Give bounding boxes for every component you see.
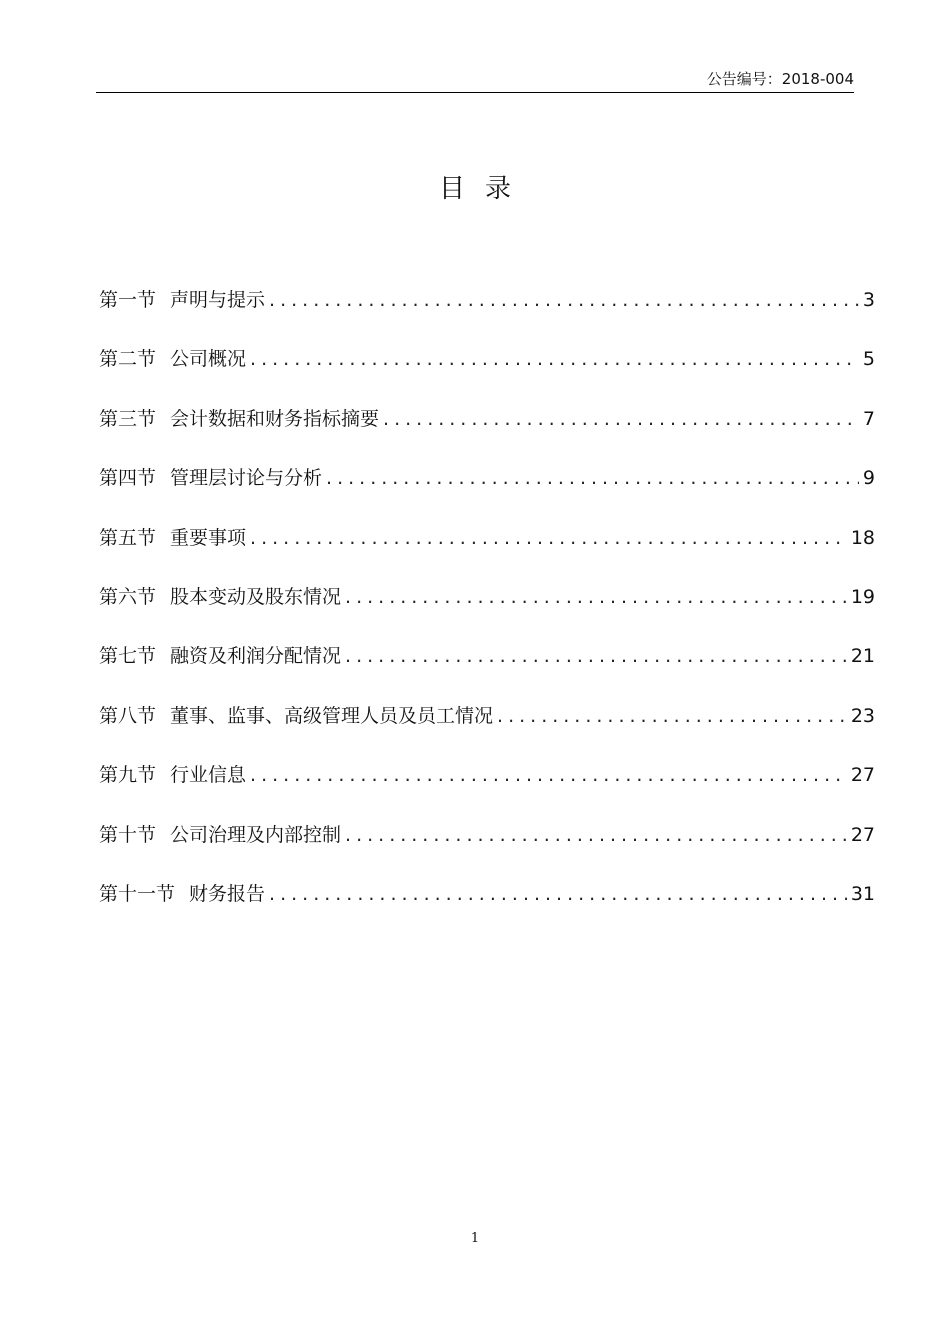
toc-section-number: 第九节 bbox=[99, 764, 157, 787]
announcement-number: 公告编号：2018-004 bbox=[706, 70, 854, 88]
toc-section-title: 公司概况 bbox=[170, 348, 247, 371]
toc-section-title: 股本变动及股东情况 bbox=[170, 585, 342, 608]
toc-page-number: 27 bbox=[850, 823, 875, 846]
toc-page-number: 3 bbox=[862, 289, 875, 311]
toc-section-number: 第十一节 bbox=[99, 882, 176, 905]
toc-section-number: 第一节 bbox=[99, 289, 157, 311]
toc-page-number: 18 bbox=[850, 526, 875, 549]
toc-section-number: 第七节 bbox=[99, 645, 157, 668]
toc-section-title: 管理层讨论与分析 bbox=[170, 467, 323, 490]
toc-item[interactable] bbox=[99, 523, 875, 582]
page-title: 目录 bbox=[438, 174, 531, 204]
toc-section-number: 第八节 bbox=[99, 704, 157, 727]
dot-leader bbox=[269, 285, 859, 315]
toc-section-number: 第十节 bbox=[99, 823, 157, 846]
toc-section-title: 重要事项 bbox=[170, 526, 247, 549]
toc-section-number: 第二节 bbox=[99, 348, 157, 371]
dot-leader bbox=[383, 404, 859, 434]
toc-section-title: 董事、监事、高级管理人员及员工情况 bbox=[170, 704, 494, 727]
toc-page-number: 23 bbox=[850, 704, 875, 727]
toc-page-number: 9 bbox=[862, 467, 875, 490]
toc-section-number: 第六节 bbox=[99, 585, 157, 608]
dot-leader bbox=[345, 820, 847, 850]
toc-page-number: 19 bbox=[850, 585, 875, 608]
dot-leader bbox=[345, 582, 847, 612]
toc-section-number: 第四节 bbox=[99, 467, 157, 490]
page-number: 1 bbox=[470, 1231, 480, 1246]
toc-page-number: 7 bbox=[862, 407, 875, 430]
toc-item[interactable] bbox=[99, 879, 875, 938]
dot-leader bbox=[269, 879, 847, 909]
header-divider bbox=[96, 92, 854, 93]
toc-page-number: 31 bbox=[850, 882, 875, 905]
toc-item[interactable] bbox=[99, 463, 875, 522]
toc-item[interactable] bbox=[99, 820, 875, 879]
toc-page-number: 21 bbox=[850, 645, 875, 668]
toc-item[interactable] bbox=[99, 760, 875, 819]
dot-leader bbox=[250, 523, 847, 553]
toc-section-title: 公司治理及内部控制 bbox=[170, 823, 342, 846]
toc-section-number: 第五节 bbox=[99, 526, 157, 549]
toc-section-number: 第三节 bbox=[99, 407, 157, 430]
table-of-contents bbox=[99, 285, 875, 938]
toc-page-number: 27 bbox=[850, 764, 875, 787]
dot-leader bbox=[345, 641, 847, 671]
dot-leader bbox=[250, 760, 847, 790]
toc-item[interactable] bbox=[99, 285, 875, 344]
toc-section-title: 行业信息 bbox=[170, 764, 247, 787]
toc-page-number: 5 bbox=[862, 348, 875, 371]
toc-item[interactable] bbox=[99, 404, 875, 463]
toc-item[interactable] bbox=[99, 344, 875, 403]
toc-section-title: 会计数据和财务指标摘要 bbox=[170, 407, 380, 430]
dot-leader bbox=[326, 463, 859, 493]
toc-item[interactable] bbox=[99, 701, 875, 760]
toc-section-title: 声明与提示 bbox=[170, 289, 266, 311]
dot-leader bbox=[250, 344, 859, 374]
toc-section-title: 融资及利润分配情况 bbox=[170, 645, 342, 668]
toc-section-title: 财务报告 bbox=[189, 882, 266, 905]
dot-leader bbox=[497, 701, 847, 731]
toc-item[interactable] bbox=[99, 641, 875, 700]
toc-item[interactable] bbox=[99, 582, 875, 641]
